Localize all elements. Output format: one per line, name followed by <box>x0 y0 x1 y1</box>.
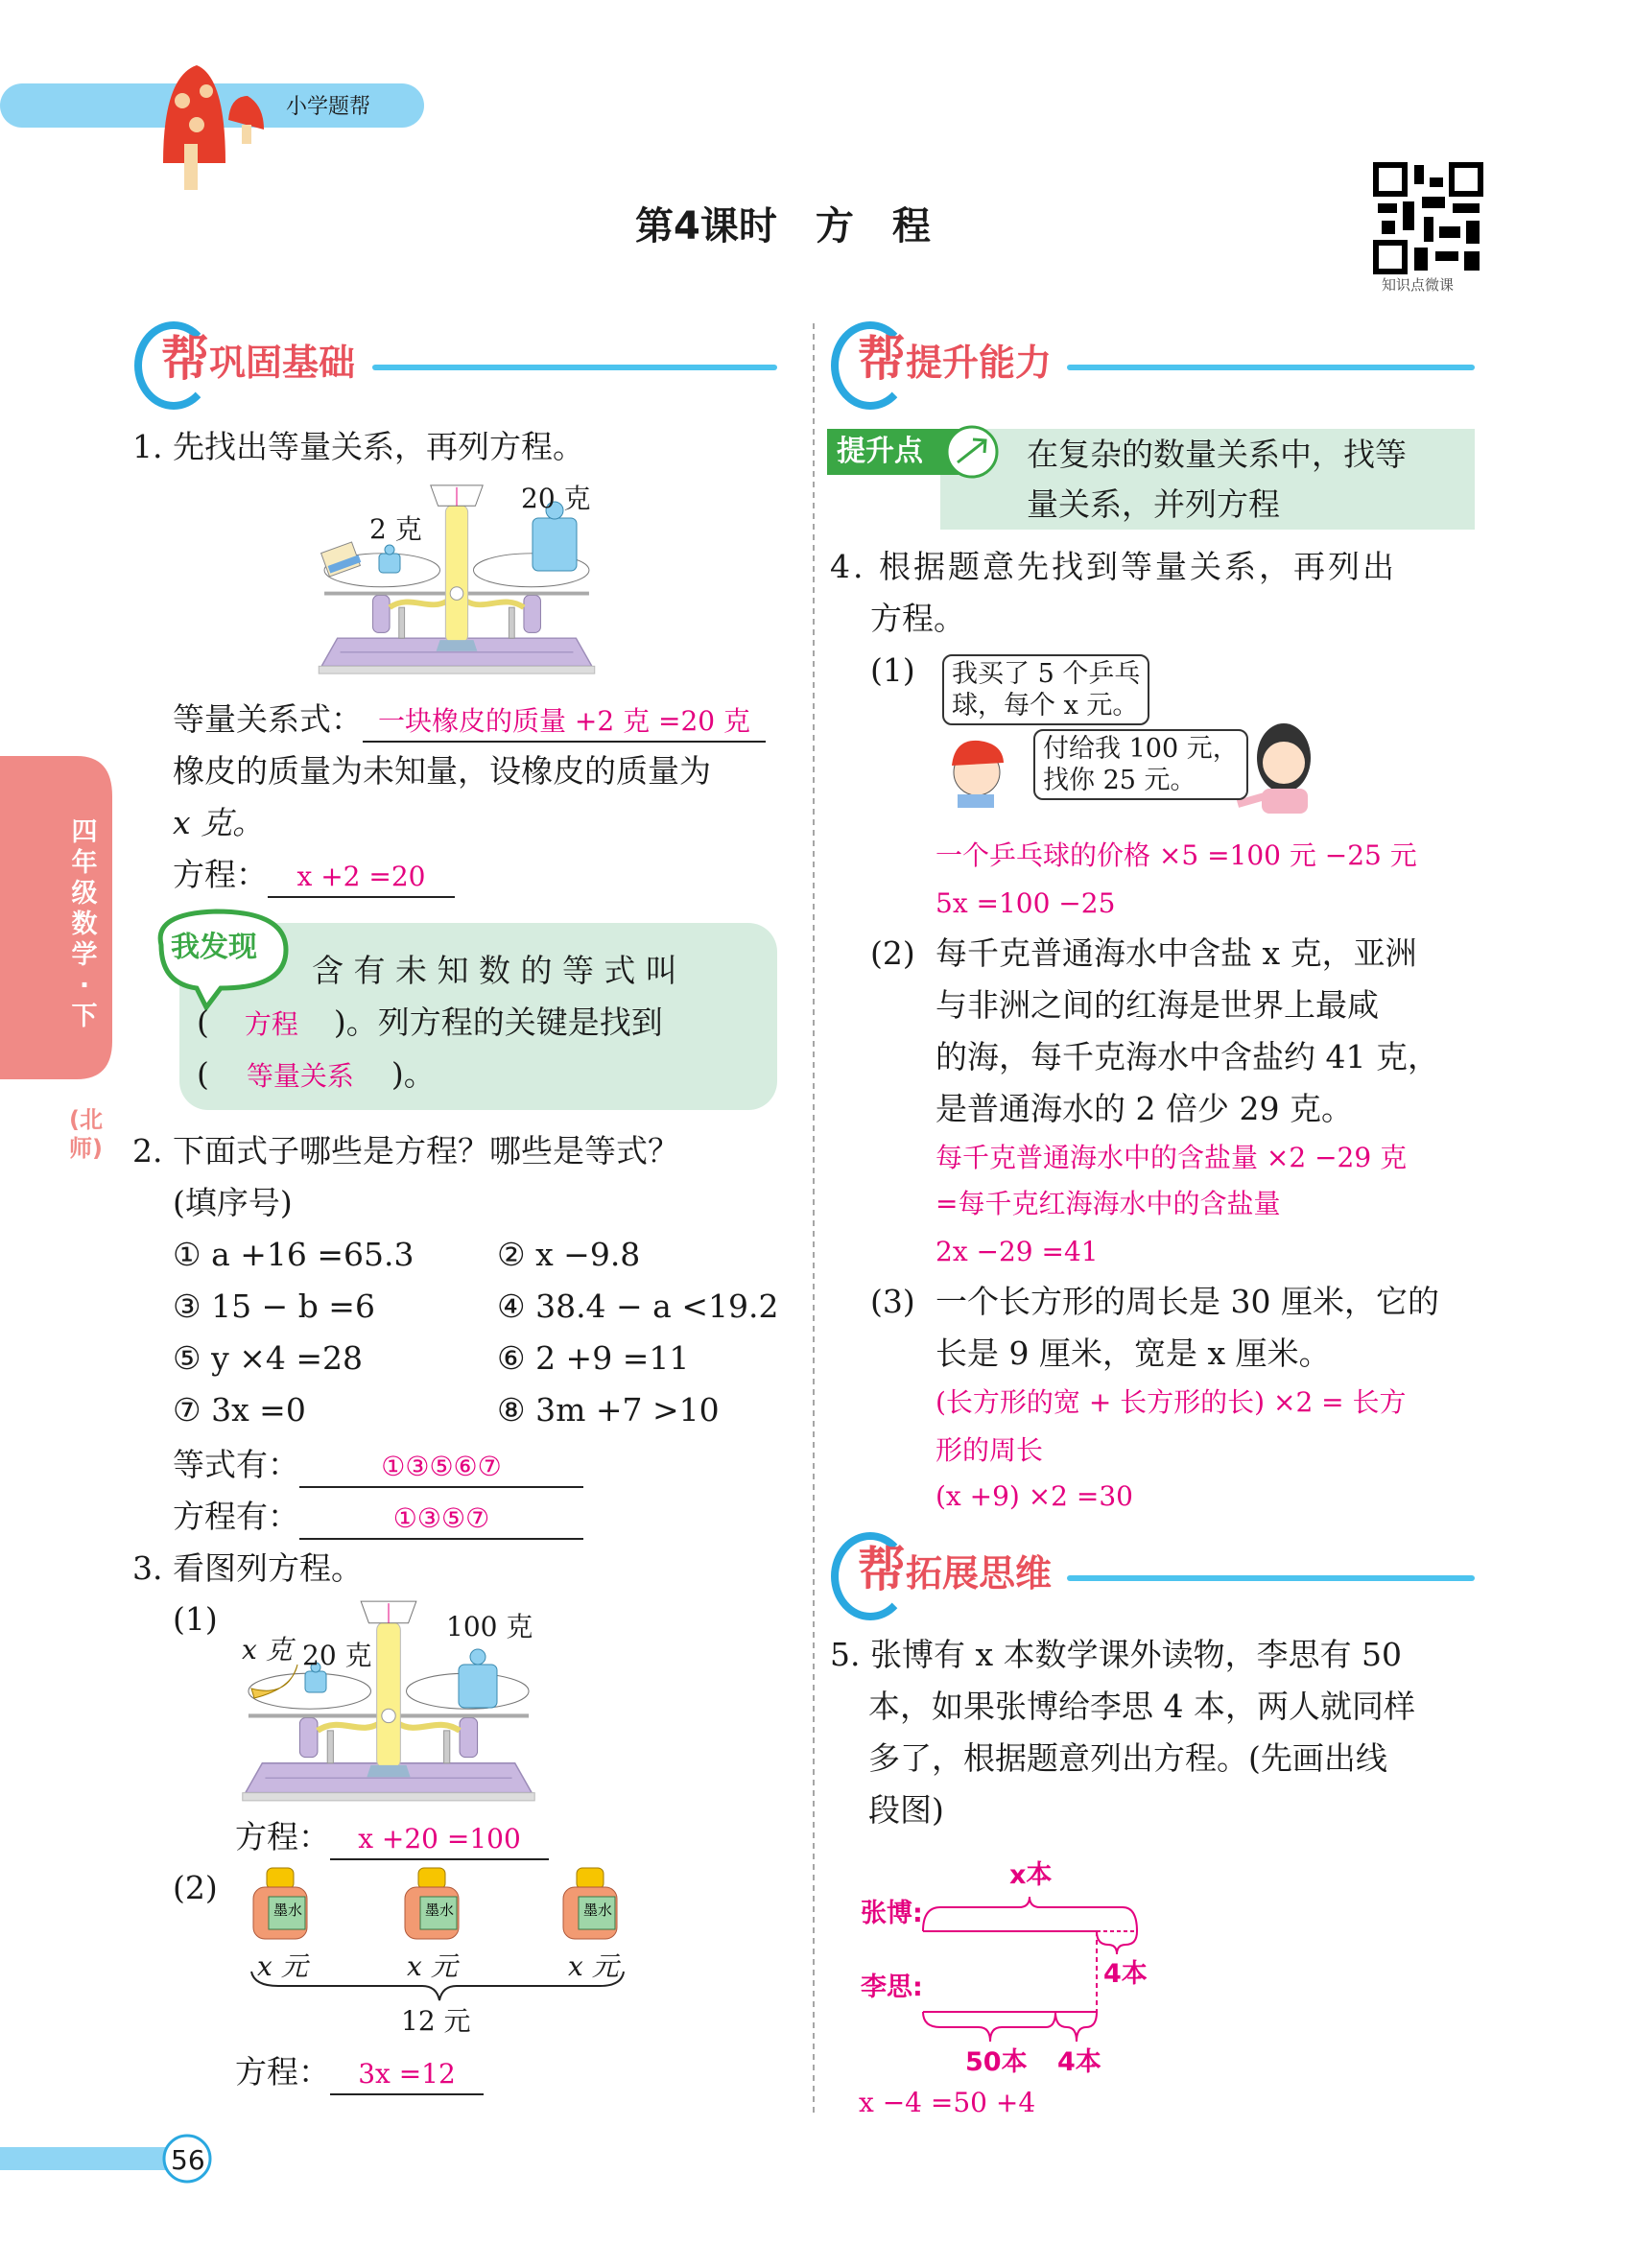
diagram-label-four: 4本 <box>1057 2047 1101 2077</box>
diagram-label-lisi: 李思: <box>861 1973 923 2002</box>
q2-equalities-answer: ①③⑤⑥⑦ <box>299 1448 583 1488</box>
q4-p2-text: 与非洲之间的红海是世界上最咸 <box>935 986 1379 1024</box>
section-title: 拓展思维 <box>906 1552 1053 1595</box>
q2-option: ⑦ 3x =0 <box>173 1391 306 1429</box>
q3-p2-equation <box>235 2053 484 2095</box>
q4-part-number: (3) <box>870 1283 915 1320</box>
q2-equalities-label: 等式有： <box>173 1446 299 1483</box>
diagram-label-zhangbo: 张博: <box>861 1899 923 1928</box>
give-brace <box>1097 1931 1137 1954</box>
bang-mark: 帮 <box>161 331 209 387</box>
q4-part-number: (1) <box>870 651 915 689</box>
q3-label-left: 20 克 <box>302 1640 372 1671</box>
four-brace <box>1055 2012 1097 2042</box>
q4-p1-answer: 5x =100 −25 <box>935 887 1116 919</box>
jar-label: 墨水 <box>582 1902 613 1919</box>
diagram-label-fifty: 50本 <box>965 2047 1028 2077</box>
qr-label: 知识点微课 <box>1382 276 1455 294</box>
q3-part-number: (2) <box>173 1869 218 1906</box>
section-rule <box>1067 365 1475 370</box>
q3-p1-eq-answer: x +20 =100 <box>330 1820 549 1860</box>
q2-option: ① a +16 =65.3 <box>173 1236 414 1273</box>
q4-stem: 4. 根据题意先找到等量关系，再列出 <box>830 548 1397 585</box>
bang-mark: 帮 <box>858 331 906 387</box>
discover-answer-2: 等量关系 <box>246 1060 354 1092</box>
section-header-expand <box>858 1542 1053 1597</box>
section-rule <box>1067 1575 1475 1581</box>
q4-p3-answer: 形的周长 <box>935 1434 1044 1466</box>
q1-eq-label: 方程： <box>173 856 268 893</box>
q1-relation-label: 等量关系式： <box>173 700 363 738</box>
q1-stem: 1. 先找出等量关系，再列方程。 <box>132 428 584 465</box>
large-weight-icon <box>459 1649 497 1708</box>
fifty-brace <box>923 2012 1055 2042</box>
q3-label-x: x 克 <box>242 1634 293 1666</box>
sidebar-book-label: 四年级数学·下 <box>71 817 98 1031</box>
q4-p2-answer: =每千克红海海水中的含盐量 <box>935 1188 1281 1219</box>
discover-text: )。 <box>391 1055 436 1093</box>
sidebar-edition-label: (北师) <box>69 1106 103 1162</box>
bang-mark: 帮 <box>858 1542 906 1597</box>
jar-price: x 元 <box>568 1950 619 1982</box>
jar-price: x 元 <box>257 1950 308 1982</box>
q5-text: 5. 张博有 x 本数学课外读物，李思有 50 <box>830 1636 1403 1673</box>
brand-name: 小学题帮 <box>286 95 371 119</box>
jar-price: x 元 <box>407 1950 458 1982</box>
boy-icon <box>952 741 1004 808</box>
q1-text-line: 橡皮的质量为未知量，设橡皮的质量为 <box>173 752 711 790</box>
q2-equations <box>173 1498 583 1540</box>
q4-p2-text: 的海，每千克海水中含盐约 41 克， <box>935 1038 1439 1075</box>
jar-total: 12 元 <box>401 2005 471 2037</box>
q3-label-right: 100 克 <box>446 1611 533 1642</box>
diagram-label-give: 4本 <box>1103 1959 1148 1989</box>
q2-equalities <box>173 1446 583 1488</box>
q5-answer: x −4 =50 +4 <box>859 2087 1036 2118</box>
q1-relation-answer: 一块橡皮的质量 +2 克 =20 克 <box>363 702 766 743</box>
discover-text: )。列方程的关键是找到 <box>333 1004 663 1041</box>
tip-text: 量关系，并列方程 <box>1027 485 1280 523</box>
speech-line: 球，每个 x 元。 <box>952 691 1139 721</box>
q4-p2-answer: 2x −29 =41 <box>935 1236 1099 1267</box>
q5-text: 本，如果张博给李思 4 本，两人就同样 <box>868 1688 1415 1725</box>
q2-option: ④ 38.4 − a <19.2 <box>497 1288 779 1325</box>
paren: ( <box>197 1004 209 1041</box>
paren: ( <box>197 1055 209 1093</box>
boy-speech-bubble <box>942 654 1149 725</box>
page-band <box>0 2147 178 2170</box>
jar-label: 墨水 <box>424 1902 455 1919</box>
section-title: 巩固基础 <box>209 342 356 384</box>
q2-hint: (填序号) <box>173 1184 293 1221</box>
diagram-label-x-books: x本 <box>1009 1860 1053 1890</box>
q3-p2-eq-answer: 3x =12 <box>330 2055 484 2095</box>
q2-option: ⑧ 3m +7 >10 <box>497 1391 720 1429</box>
page-title: 第4课时 方 程 <box>635 204 931 248</box>
q4-p3-answer: (x +9) ×2 =30 <box>935 1480 1133 1512</box>
q5-text: 多了，根据题意列出方程。(先画出线 <box>868 1739 1387 1777</box>
q4-p2-answer: 每千克普通海水中的含盐量 ×2 −29 克 <box>935 1142 1408 1173</box>
q2-option: ⑤ y ×4 =28 <box>173 1339 363 1377</box>
q1-equation <box>173 856 455 898</box>
speech-line: 付给我 100 元， <box>1043 734 1239 764</box>
tip-badge: 提升点 <box>837 435 923 468</box>
discover-badge: 我发现 <box>171 931 257 964</box>
q4-stem: 方程。 <box>870 600 965 637</box>
q4-p3-text: 一个长方形的周长是 30 厘米，它的 <box>935 1283 1439 1320</box>
q4-p2-text: 每千克普通海水中含盐 x 克，亚洲 <box>935 934 1417 972</box>
q1-eq-answer: x +2 =20 <box>268 858 455 898</box>
q1-weight-left-label: 2 克 <box>369 513 422 545</box>
q3-eq-label: 方程： <box>235 1818 330 1855</box>
q2-option: ⑥ 2 +9 =11 <box>497 1339 690 1377</box>
discover-line: 含 有 未 知 数 的 等 式 叫 <box>312 952 677 989</box>
discover-line <box>197 1055 436 1096</box>
x-books-brace <box>923 1897 1137 1931</box>
section-title: 提升能力 <box>906 342 1053 384</box>
q3-p1-equation <box>235 1818 549 1860</box>
q5-text: 段图) <box>868 1791 944 1829</box>
q2-option: ③ 15 − b =6 <box>173 1288 375 1325</box>
q2-equations-label: 方程有： <box>173 1498 299 1535</box>
speech-line: 找你 25 元。 <box>1043 766 1196 795</box>
q2-equations-answer: ①③⑤⑦ <box>299 1500 583 1540</box>
q1-relation <box>173 700 766 743</box>
q2-stem: 2. 下面式子哪些是方程？哪些是等式？ <box>132 1132 679 1169</box>
section-rule <box>372 365 777 370</box>
section-header-improve <box>858 331 1053 387</box>
q4-p3-answer: (长方形的宽 + 长方形的长) ×2 = 长方 <box>935 1386 1407 1418</box>
q1-text-line: x 克。 <box>173 804 265 841</box>
q4-part-number: (2) <box>870 934 915 972</box>
q3-eq-label: 方程： <box>235 2053 330 2091</box>
q4-p2-text: 是普通海水的 2 倍少 29 克。 <box>935 1090 1353 1127</box>
q2-option: ② x −9.8 <box>497 1236 641 1273</box>
jar-label: 墨水 <box>272 1902 303 1919</box>
small-weight-icon <box>379 545 400 573</box>
girl-icon <box>1238 723 1311 814</box>
q3-stem: 3. 看图列方程。 <box>132 1549 363 1587</box>
q4-p3-text: 长是 9 厘米，宽是 x 厘米。 <box>935 1335 1331 1372</box>
page-number: 56 <box>171 2144 205 2176</box>
discover-answer-1: 方程 <box>244 1008 298 1040</box>
qr-code-icon <box>1374 163 1482 273</box>
section-header-basic <box>161 331 356 387</box>
tip-text: 在复杂的数量关系中，找等 <box>1027 436 1407 473</box>
q4-p1-answer: 一个乒乓球的价格 ×5 =100 元 −25 元 <box>935 839 1417 871</box>
discover-line <box>197 1004 663 1044</box>
speech-line: 我买了 5 个乒乓 <box>952 659 1141 689</box>
q1-weight-right-label: 20 克 <box>521 483 591 514</box>
q3-part-number: (1) <box>173 1600 218 1638</box>
girl-speech-bubble <box>1033 729 1248 800</box>
